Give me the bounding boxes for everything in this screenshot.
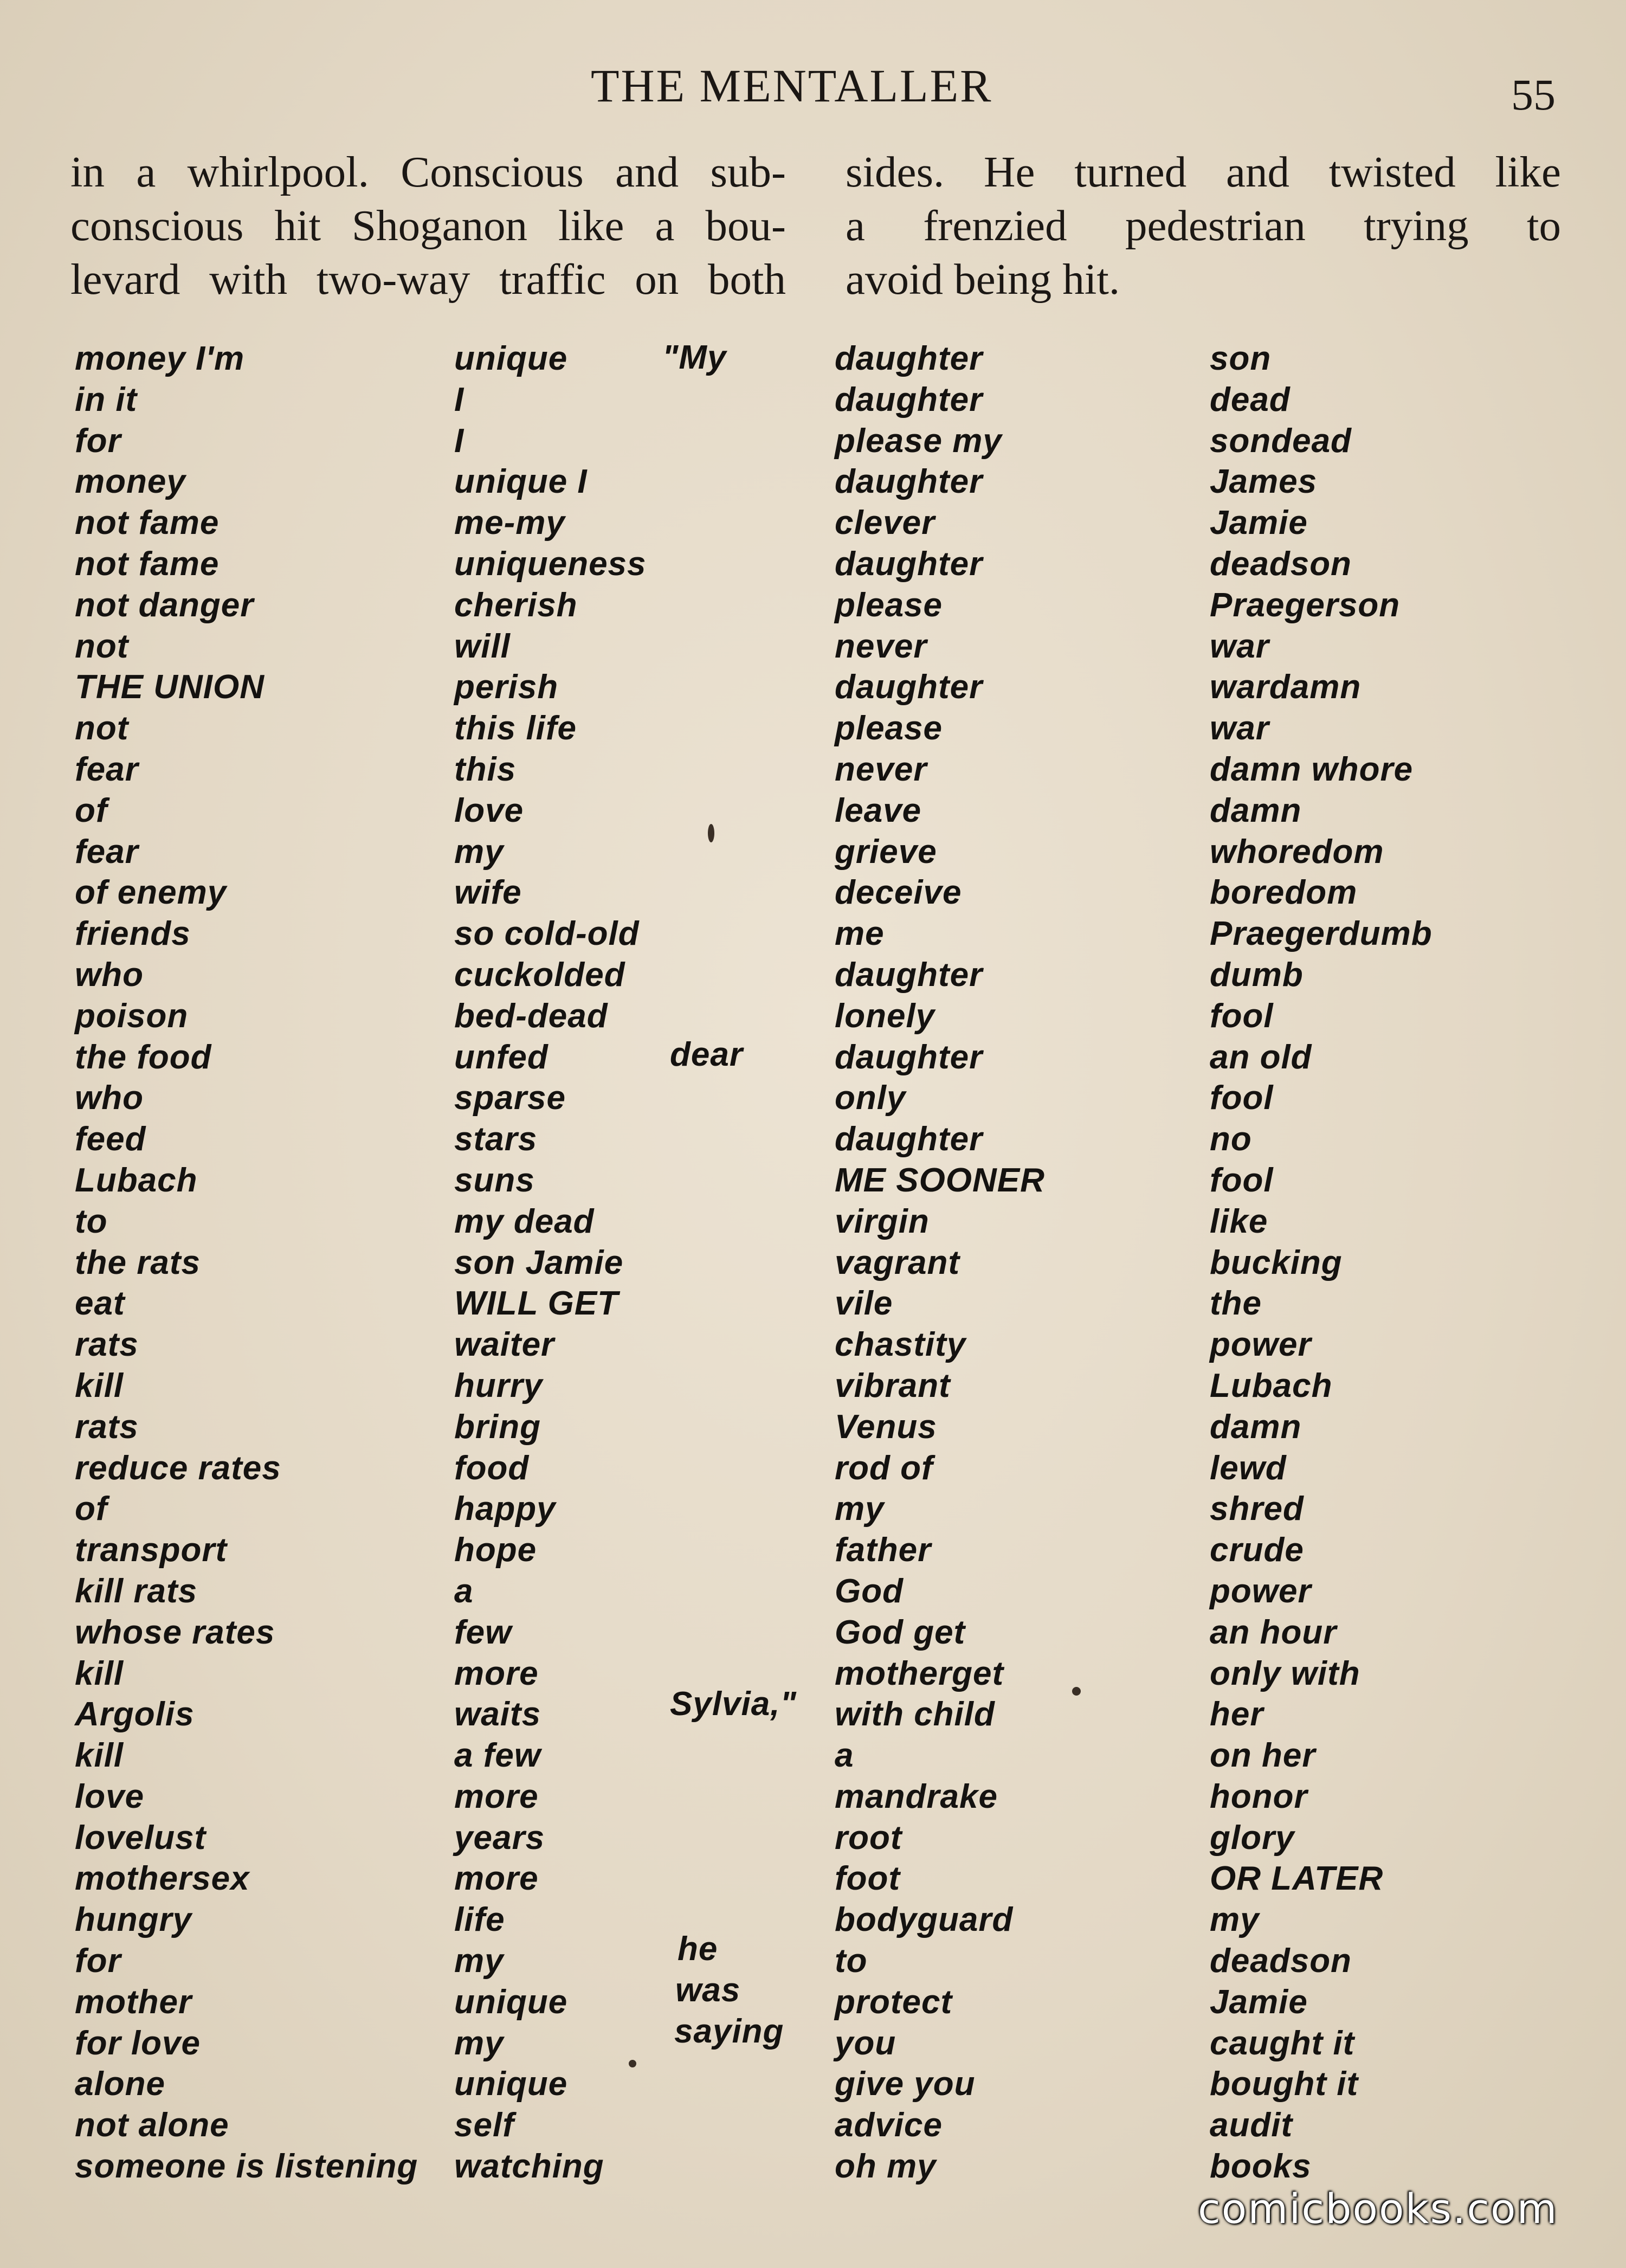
running-title: THE MENTALLER	[591, 60, 993, 112]
word-entry: God get	[835, 1613, 966, 1651]
word-entry: reduce rates	[75, 1449, 281, 1487]
word-entry: cherish	[454, 586, 578, 624]
word-entry: whose rates	[75, 1613, 275, 1651]
word-entry: for love	[75, 2024, 201, 2062]
word-column-3	[835, 338, 1045, 2187]
word-entry: Lubach	[1210, 1367, 1333, 1404]
word-entry: war	[1210, 710, 1269, 748]
word-entry: my	[454, 2024, 504, 2062]
word-entry: son Jamie	[454, 1243, 624, 1281]
word-entry: unfed	[454, 1038, 549, 1076]
word-entry: Jamie	[1210, 504, 1308, 542]
word-entry: no	[1210, 1120, 1252, 1158]
watermark: comicbooks.com	[1198, 2185, 1558, 2233]
word-entry: not	[75, 710, 129, 748]
word-entry: transport	[75, 1531, 228, 1569]
word-entry: this	[454, 750, 517, 788]
word-entry: fear	[75, 833, 139, 871]
word-entry: only	[835, 1079, 906, 1117]
word-entry: daughter	[835, 545, 983, 583]
word-entry: lewd	[1210, 1449, 1287, 1487]
word-entry: bucking	[1210, 1243, 1343, 1281]
word-entry: daughter	[835, 1038, 983, 1076]
word-entry: power	[1210, 1572, 1312, 1610]
side-word-he: he	[678, 1930, 718, 1968]
word-entry: dead	[1210, 381, 1291, 418]
word-entry: love	[75, 1777, 145, 1815]
word-entry: unique	[454, 1983, 568, 2021]
word-entry: not	[75, 627, 129, 665]
word-entry: only with	[1210, 1654, 1360, 1692]
word-entry: chastity	[835, 1326, 966, 1364]
word-entry: boredom	[1210, 874, 1358, 912]
word-entry: poison	[75, 997, 189, 1035]
prose-line: avoid being hit.	[846, 255, 1120, 304]
word-entry: not fame	[75, 545, 220, 583]
word-entry: rod of	[835, 1449, 933, 1487]
word-entry: damn whore	[1210, 750, 1414, 788]
word-entry: more	[454, 1654, 539, 1692]
word-entry: happy	[454, 1490, 556, 1528]
word-entry: unique	[454, 340, 568, 377]
word-entry: give you	[835, 2065, 976, 2103]
word-entry: my	[1210, 1901, 1260, 1939]
word-entry: who	[75, 1079, 144, 1117]
word-entry: virgin	[835, 1202, 930, 1240]
word-entry: stars	[454, 1120, 538, 1158]
word-entry: hurry	[454, 1367, 543, 1404]
word-entry: I	[454, 422, 464, 460]
word-entry: to	[835, 1942, 868, 1980]
word-entry: Jamie	[1210, 1983, 1308, 2021]
word-entry: sondead	[1210, 422, 1352, 460]
word-entry: daughter	[835, 463, 983, 501]
word-entry: cuckolded	[454, 956, 625, 994]
word-entry: with child	[835, 1696, 995, 1734]
word-entry: WILL GET	[454, 1285, 619, 1323]
side-word-my-quote: "My	[662, 339, 727, 376]
word-entry: suns	[454, 1161, 535, 1199]
word-column-2	[454, 338, 647, 2187]
word-entry: glory	[1210, 1819, 1295, 1857]
word-entry: hungry	[75, 1901, 192, 1939]
prose-right-column	[846, 145, 1561, 306]
word-entry: fear	[75, 750, 139, 788]
word-entry: money I'm	[75, 340, 245, 377]
word-entry: self	[454, 2106, 514, 2144]
side-word-dear: dear	[670, 1036, 743, 1073]
word-entry: for	[75, 422, 121, 460]
word-entry: me	[835, 915, 885, 953]
word-entry: mother	[75, 1983, 192, 2021]
word-entry: Praegerdumb	[1210, 915, 1433, 953]
word-entry: damn	[1210, 1408, 1302, 1446]
word-entry: a	[454, 1572, 474, 1610]
word-entry: an hour	[1210, 1613, 1337, 1651]
word-entry: leave	[835, 791, 922, 829]
word-entry: deadson	[1210, 545, 1352, 583]
word-column-4	[1210, 338, 1433, 2187]
word-entry: Lubach	[75, 1161, 198, 1199]
word-entry: Venus	[835, 1408, 937, 1446]
word-entry: fool	[1210, 1079, 1274, 1117]
word-entry: hope	[454, 1531, 537, 1569]
word-entry: root	[835, 1819, 902, 1857]
word-entry: eat	[75, 1285, 125, 1323]
word-entry: son	[1210, 340, 1272, 377]
word-entry: life	[454, 1901, 505, 1939]
side-word-was: was	[675, 1971, 741, 2009]
word-entry: rats	[75, 1408, 139, 1446]
word-entry: my dead	[454, 1202, 595, 1240]
word-entry: few	[454, 1613, 512, 1651]
word-entry: mandrake	[835, 1777, 998, 1815]
word-entry: kill	[75, 1737, 124, 1775]
word-entry: please	[835, 710, 943, 748]
word-entry: THE UNION	[75, 668, 264, 706]
word-entry: my	[454, 833, 504, 871]
word-entry: please my	[835, 422, 1002, 460]
word-entry: Argolis	[75, 1696, 195, 1734]
word-entry: I	[454, 381, 464, 418]
word-entry: on her	[1210, 1737, 1316, 1775]
word-entry: this life	[454, 710, 577, 748]
word-entry: sparse	[454, 1079, 566, 1117]
word-entry: years	[454, 1819, 545, 1857]
word-entry: like	[1210, 1202, 1268, 1240]
word-entry: unique I	[454, 463, 588, 501]
word-entry: audit	[1210, 2106, 1293, 2144]
word-entry: bodyguard	[835, 1901, 1014, 1939]
word-entry: kill	[75, 1367, 124, 1404]
word-entry: deceive	[835, 874, 962, 912]
word-entry: honor	[1210, 1777, 1308, 1815]
word-entry: kill rats	[75, 1572, 198, 1610]
word-entry: more	[454, 1860, 539, 1898]
word-entry: watching	[454, 2148, 604, 2186]
word-entry: ME SOONER	[835, 1161, 1045, 1199]
side-word-saying: saying	[674, 2013, 784, 2050]
word-entry: fool	[1210, 997, 1274, 1035]
word-entry: OR LATER	[1210, 1860, 1384, 1898]
print-speck	[629, 2060, 636, 2067]
word-entry: whoredom	[1210, 833, 1384, 871]
word-entry: crude	[1210, 1531, 1304, 1569]
word-column-1	[75, 338, 418, 2187]
word-entry: Praegerson	[1210, 586, 1401, 624]
word-entry: wife	[454, 874, 522, 912]
word-entry: daughter	[835, 668, 983, 706]
word-entry: friends	[75, 915, 191, 953]
word-entry: for	[75, 1942, 121, 1980]
word-entry: vile	[835, 1285, 893, 1323]
word-entry: to	[75, 1202, 108, 1240]
word-entry: kill	[75, 1654, 124, 1692]
word-entry: fool	[1210, 1161, 1274, 1199]
word-entry: uniqueness	[454, 545, 647, 583]
prose-line: in a whirlpool. Conscious and sub-	[70, 147, 786, 196]
running-header	[0, 54, 1626, 119]
word-entry: so cold-old	[454, 915, 640, 953]
word-entry: me-my	[454, 504, 565, 542]
word-entry: father	[835, 1531, 932, 1569]
word-entry: motherget	[835, 1654, 1004, 1692]
word-entry: her	[1210, 1696, 1264, 1734]
word-entry: my	[835, 1490, 885, 1528]
prose-line: levard with two-way traffic on both	[70, 255, 786, 304]
word-entry: wardamn	[1210, 668, 1362, 706]
word-entry: oh my	[835, 2148, 937, 2186]
word-entry: dumb	[1210, 956, 1304, 994]
word-entry: vagrant	[835, 1243, 960, 1281]
word-entry: vibrant	[835, 1367, 951, 1404]
word-entry: you	[835, 2024, 896, 2062]
word-entry: caught it	[1210, 2024, 1355, 2062]
word-entry: God	[835, 1572, 904, 1610]
word-entry: books	[1210, 2148, 1312, 2186]
word-entry: please	[835, 586, 943, 624]
word-entry: shred	[1210, 1490, 1304, 1528]
word-entry: James	[1210, 463, 1318, 501]
word-entry: lonely	[835, 997, 935, 1035]
word-entry: an old	[1210, 1038, 1312, 1076]
word-entry: not alone	[75, 2106, 229, 2144]
word-entry: of	[75, 1490, 108, 1528]
print-speck	[1072, 1687, 1081, 1696]
word-entry: love	[454, 791, 524, 829]
word-entry: daughter	[835, 381, 983, 418]
word-entry: unique	[454, 2065, 568, 2103]
word-entry: foot	[835, 1860, 901, 1898]
print-speck	[708, 824, 714, 842]
word-entry: waits	[454, 1696, 541, 1734]
word-entry: daughter	[835, 340, 983, 377]
word-entry: bought it	[1210, 2065, 1359, 2103]
prose-line: a frenzied pedestrian trying to	[846, 201, 1561, 250]
word-entry: money	[75, 463, 186, 501]
word-entry: the food	[75, 1038, 212, 1076]
word-entry: alone	[75, 2065, 165, 2103]
word-entry: a few	[454, 1737, 541, 1775]
word-entry: of enemy	[75, 874, 227, 912]
word-entry: damn	[1210, 791, 1302, 829]
word-entry: the	[1210, 1285, 1262, 1323]
word-entry: power	[1210, 1326, 1312, 1364]
word-entry: bring	[454, 1408, 541, 1446]
word-entry: will	[454, 627, 511, 665]
prose-left-column	[70, 145, 786, 306]
word-entry: rats	[75, 1326, 139, 1364]
word-entry: bed-dead	[454, 997, 608, 1035]
word-entry: the rats	[75, 1243, 201, 1281]
word-entry: a	[835, 1737, 854, 1775]
word-entry: never	[835, 750, 927, 788]
word-entry: clever	[835, 504, 935, 542]
word-entry: grieve	[835, 833, 937, 871]
word-entry: of	[75, 791, 108, 829]
word-entry: war	[1210, 627, 1269, 665]
word-entry: feed	[75, 1120, 146, 1158]
word-entry: not danger	[75, 586, 254, 624]
prose-line: sides. He turned and twisted like	[846, 147, 1561, 196]
word-entry: not fame	[75, 504, 220, 542]
side-word-sylvia: Sylvia,"	[670, 1685, 797, 1723]
word-entry: my	[454, 1942, 504, 1980]
word-entry: mothersex	[75, 1860, 250, 1898]
page-number: 55	[1511, 70, 1556, 119]
word-entry: never	[835, 627, 927, 665]
word-entry: in it	[75, 381, 138, 418]
prose-line: conscious hit Shoganon like a bou-	[70, 201, 786, 250]
word-entry: deadson	[1210, 1942, 1352, 1980]
word-entry: daughter	[835, 1120, 983, 1158]
word-entry: more	[454, 1777, 539, 1815]
word-entry: protect	[835, 1983, 953, 2021]
word-entry: who	[75, 956, 144, 994]
word-entry: advice	[835, 2106, 943, 2144]
word-entry: lovelust	[75, 1819, 207, 1857]
word-entry: daughter	[835, 956, 983, 994]
word-entry: someone is listening	[75, 2148, 418, 2186]
word-entry: waiter	[454, 1326, 555, 1364]
word-entry: perish	[454, 668, 559, 706]
word-entry: food	[454, 1449, 530, 1487]
